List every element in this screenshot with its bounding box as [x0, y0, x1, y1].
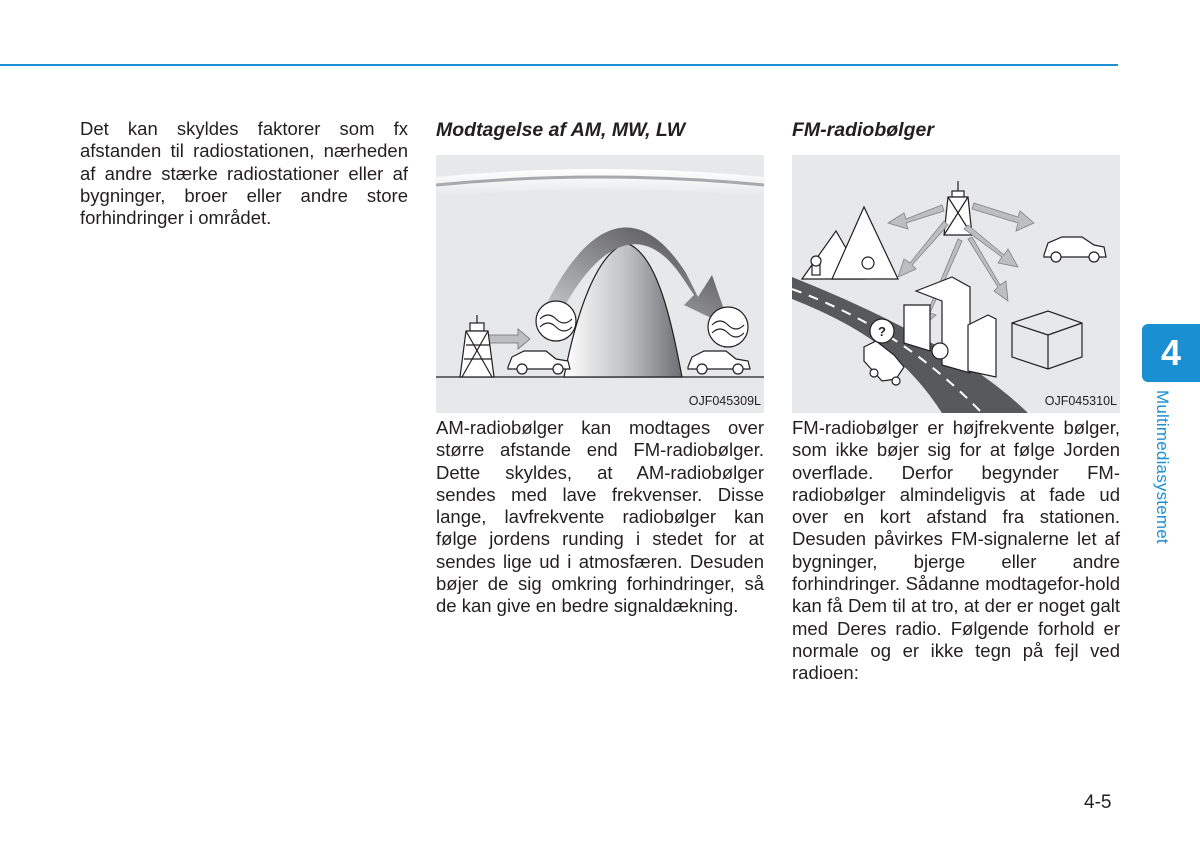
am-wave-illustration [436, 155, 764, 413]
fm-wave-diagram [792, 155, 1120, 413]
fm-wave-illustration [792, 155, 1120, 413]
chapter-title: Multimediasystemet [1153, 390, 1172, 544]
question-bubble-icon [870, 319, 894, 343]
am-heading: Modtagelse af AM, MW, LW [436, 119, 686, 141]
figure-code: OJF045309L [688, 393, 761, 408]
figure-code: OJF045310L [1044, 393, 1117, 408]
fm-section [792, 118, 1120, 685]
question-mark: ? [878, 324, 886, 339]
chapter-tab: 4 [1142, 324, 1200, 382]
intro-paragraph: Det kan skyldes faktorer som fx afstanden til radiostationen, nærheden af andre stærke radiostationer eller af bygninger, broer eller andre store forhindringer i området. [80, 118, 408, 229]
music-bubble-icon [536, 301, 576, 341]
music-bubble-icon [708, 307, 748, 347]
fm-heading: FM-radiobølger [792, 119, 934, 141]
am-section [436, 118, 764, 618]
page-number: 4-5 [1084, 792, 1112, 813]
fm-paragraph: FM-radiobølger er højfrekvente bølger, som ikke bøjer sig for at følge Jorden overflade. Derfor begynder FM-radiobølger almindeligvis at fade ud over en kort afstand fra stationen. Desuden påvirkes FM-signalerne let af bygninger, bjerge eller andre forhindringer. Sådanne modtagefor-hold kan få Dem til at tro, at der er noget galt med Deres radio. Følgende forhold er normale og er ikke tegn på fejl ved radioen: [792, 417, 1120, 684]
left-column [80, 118, 408, 229]
am-wave-diagram [436, 155, 764, 413]
am-paragraph: AM-radiobølger kan modtages over større afstande end FM-radiobølger. Dette skyldes, at AM-radiobølger sendes med lave frekvenser. Disse lange, lavfrekvente radiobølger kan følge jordens runding i stedet for at sendes lige ud i atmosfæren. Desuden bøjer de sig omkring forhindringer, så de kan give en bedre signaldækning. [436, 417, 764, 617]
top-rule [0, 64, 1118, 66]
